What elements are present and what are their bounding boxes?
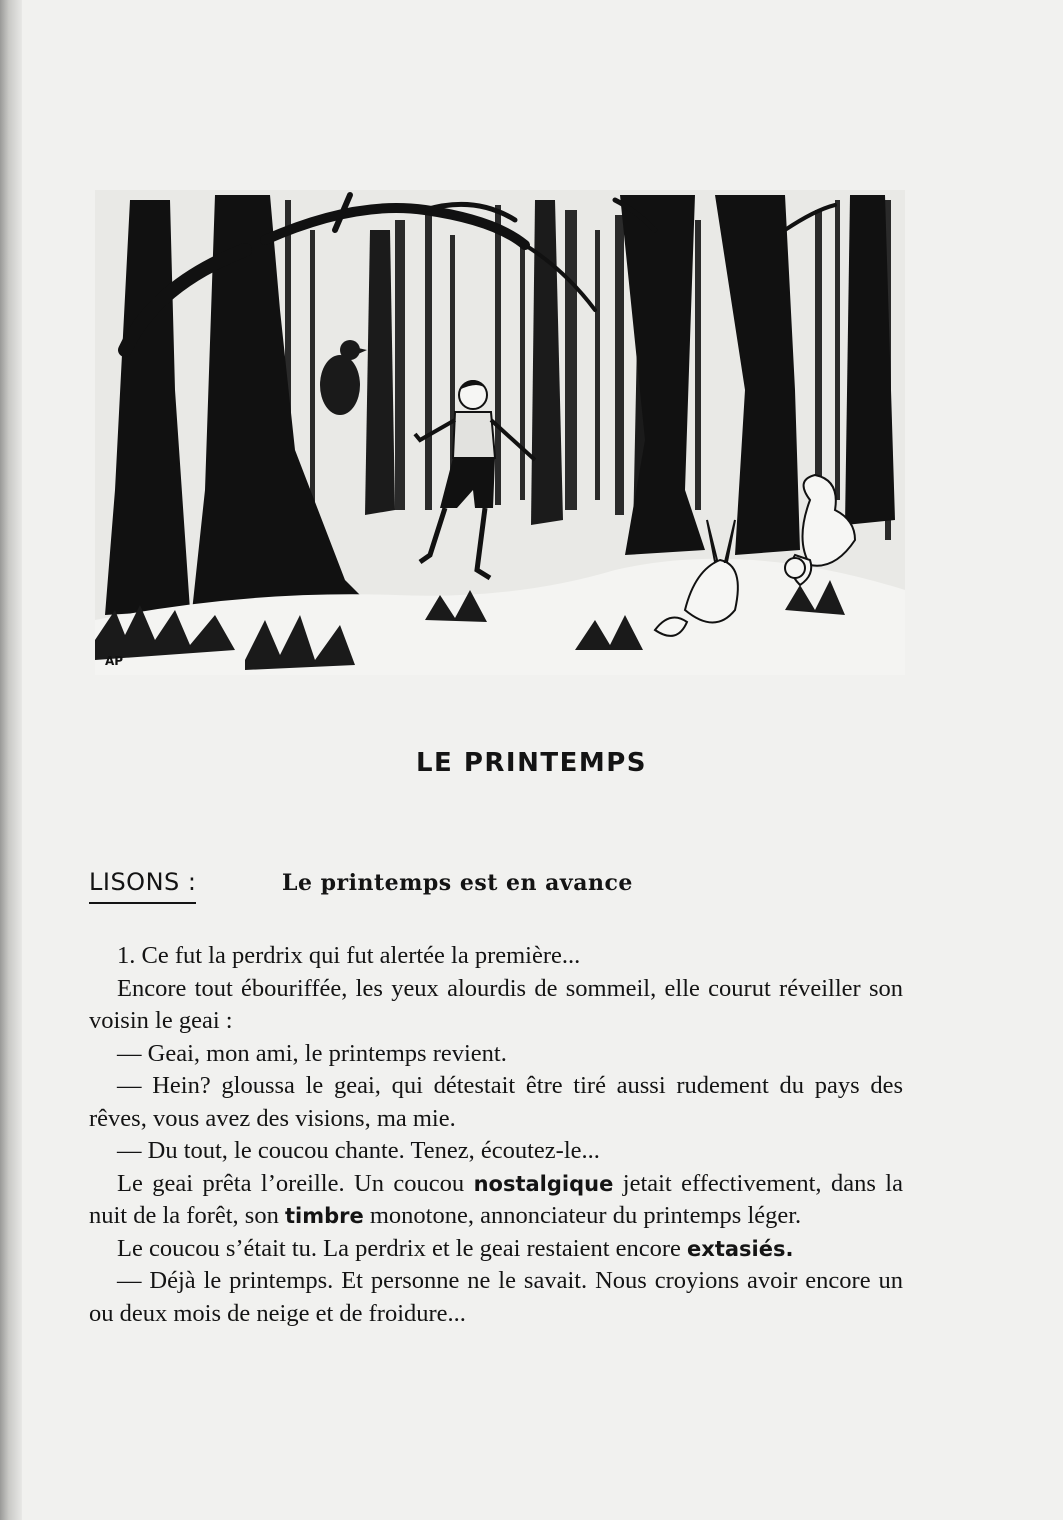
- section-header: [89, 868, 989, 918]
- reading-text: [89, 940, 903, 1330]
- paragraph-5: — Du tout, le coucou chante. Tenez, écoutez-le...: [117, 1137, 600, 1164]
- paragraph-1: 1. Ce fut la perdrix qui fut alertée la première...: [117, 942, 581, 969]
- paragraph-6: [89, 1168, 903, 1233]
- paragraph-8: — Déjà le printemps. Et personne ne le savait. Nous croyions avoir encore un ou deux mois de neige et de froidure...: [89, 1267, 903, 1327]
- section-subtitle: Le printemps est en avance: [282, 870, 633, 896]
- paragraph-6-part-2: jetait effectivement, dans la nuit de la forêt, son: [89, 1169, 903, 1229]
- paragraph-6-part-3: monotone, annonciateur du printemps léger.: [363, 1202, 802, 1229]
- paragraph-7-part-1: Le coucou s’était tu. La perdrix et le geai restaient encore: [117, 1234, 688, 1262]
- forest-illustration: [95, 190, 905, 675]
- forest-scene-image: [95, 190, 905, 675]
- paragraph-3: — Geai, mon ami, le printemps revient.: [117, 1039, 507, 1067]
- paragraph-6-part-1: Le geai prêta l’oreille. Un coucou: [117, 1169, 474, 1197]
- keyword-nostalgique: nostalgique: [473, 1171, 614, 1196]
- keyword-timbre: timbre: [284, 1204, 364, 1228]
- paragraph-2: Encore tout ébouriffée, les yeux alourdis de sommeil, elle courut réveiller son voisin le geai :: [89, 974, 903, 1034]
- section-label: LISONS :: [89, 868, 196, 904]
- keyword-extasies: extasiés.: [687, 1236, 794, 1261]
- artist-signature: AP: [105, 654, 124, 668]
- page-title: LE PRINTEMPS: [415, 748, 648, 778]
- paragraph-7: [89, 1233, 903, 1266]
- paragraph-4: — Hein? gloussa le geai, qui détestait être tiré aussi rudement du pays des rêves, vous avez des visions, ma mie.: [89, 1072, 903, 1132]
